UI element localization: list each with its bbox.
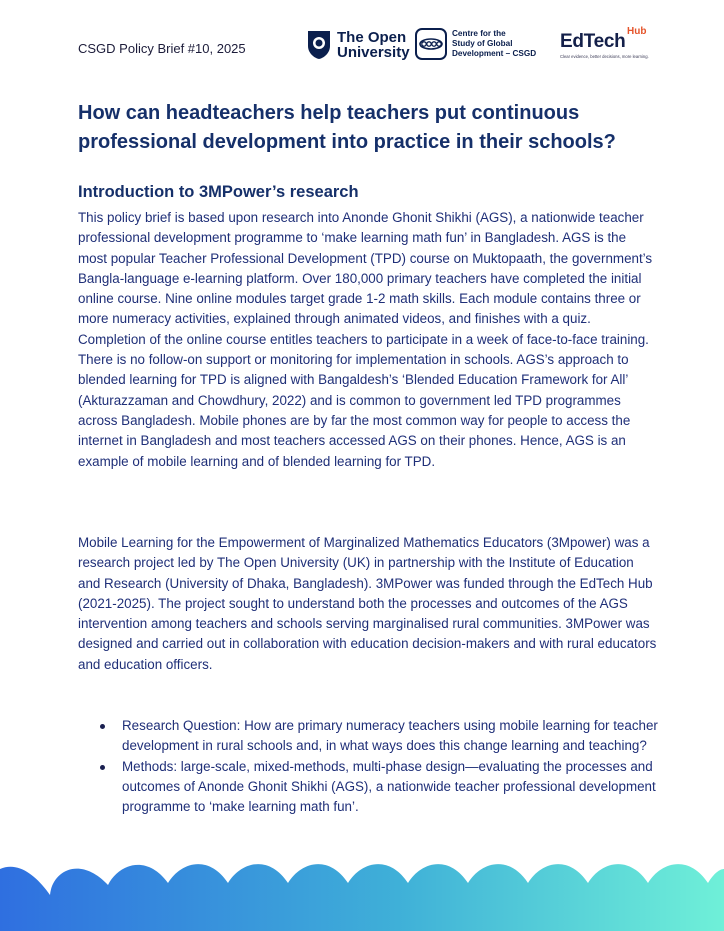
bullet-text: Methods: large-scale, mixed-methods, multi-phase design—evaluating the processes and outcomes of Anonde Ghonit Shikhi (AGS), a nationwide teacher professional development programme to ‘make learning math fun’. bbox=[122, 758, 656, 815]
csgd-line-1: Centre for the bbox=[452, 29, 506, 38]
bullet-item-research-question bbox=[100, 716, 670, 757]
bullet-dot-icon bbox=[100, 724, 105, 729]
csgd-line-2: Study of Global bbox=[452, 39, 513, 48]
open-university-shield-icon bbox=[307, 30, 331, 60]
bullet-dot-icon bbox=[100, 765, 105, 770]
ou-line-1: The Open bbox=[337, 29, 407, 46]
section-heading: Introduction to 3MPower’s research bbox=[78, 183, 359, 201]
edtech-hub-accent: Hub bbox=[627, 26, 647, 37]
project-paragraph: Mobile Learning for the Empowerment of Marginalized Mathematics Educators (3Mpower) was a research project led by The Open University (UK) in partnership with the Institute of Education and Research (University of Dhaka, Bangladesh). 3MPower was funded through the EdTech Hub (2021-2025). The project sought to understand both the processes and outcomes of the AGS intervention among teachers and schools serving marginalised rural communities. 3MPower was designed and carried out in collaboration with education decision-makers and with rural educators and education officers. bbox=[78, 535, 657, 672]
page-header bbox=[78, 26, 664, 66]
intro-paragraph: This policy brief is based upon research into Anonde Ghonit Shikhi (AGS), a nationwide teacher professional development programme to ‘make learning math fun’ in Bangladesh. AGS is the most popular Teacher Professional Development (TPD) course on Muktopaath, the government’s Bangla-language e-learning platform. Over 180,000 primary teachers have completed the initial online course. Nine online modules target grade 1-2 math skills. Each module contains three or more numeracy activities, explained through animated videos, and finishes with a quiz. Completion of the online course entitles teachers to participate in a week of face-to-face training. There is no follow-on support or monitoring for implementation in schools. AGS’s approach to blended learning for TPD is aligned with Bangaldesh’s ‘Blended Education Framework for All’ (Akturazzaman and Chowdhury, 2022) and is common to government led TPD programmes across Bangladesh. Mobile phones are by far the most common way for people to access the internet in Bangladesh and most teachers accessed AGS on their phones. Hence, AGS is an example of mobile learning and of blended learning for TPD. bbox=[78, 210, 653, 469]
ou-line-2: University bbox=[337, 44, 410, 61]
brief-id: CSGD Policy Brief #10, 2025 bbox=[78, 41, 246, 56]
title-line-1: How can headteachers help teachers put continuous bbox=[78, 102, 580, 124]
edtech-wordmark: EdTech bbox=[560, 31, 626, 52]
csgd-line-3: Development – CSGD bbox=[452, 49, 537, 58]
title-line-2: professional development into practice in their schools? bbox=[78, 131, 616, 153]
csgd-badge-icon bbox=[415, 28, 447, 60]
page-title bbox=[78, 99, 678, 157]
csgd-wordmark bbox=[452, 29, 536, 59]
bullet-item-methods bbox=[100, 757, 670, 818]
open-university-logo bbox=[307, 28, 410, 62]
edtech-tagline: Clear evidence, better decisions, more learning. bbox=[560, 54, 649, 59]
bullet-text: Research Question: How are primary numeracy teachers using mobile learning for teacher development in rural schools and, in what ways does this change learning and teaching? bbox=[122, 718, 658, 754]
open-university-wordmark bbox=[337, 30, 410, 60]
decorative-wave-band bbox=[0, 855, 724, 931]
research-bullets bbox=[100, 716, 670, 817]
csgd-logo bbox=[415, 26, 536, 62]
